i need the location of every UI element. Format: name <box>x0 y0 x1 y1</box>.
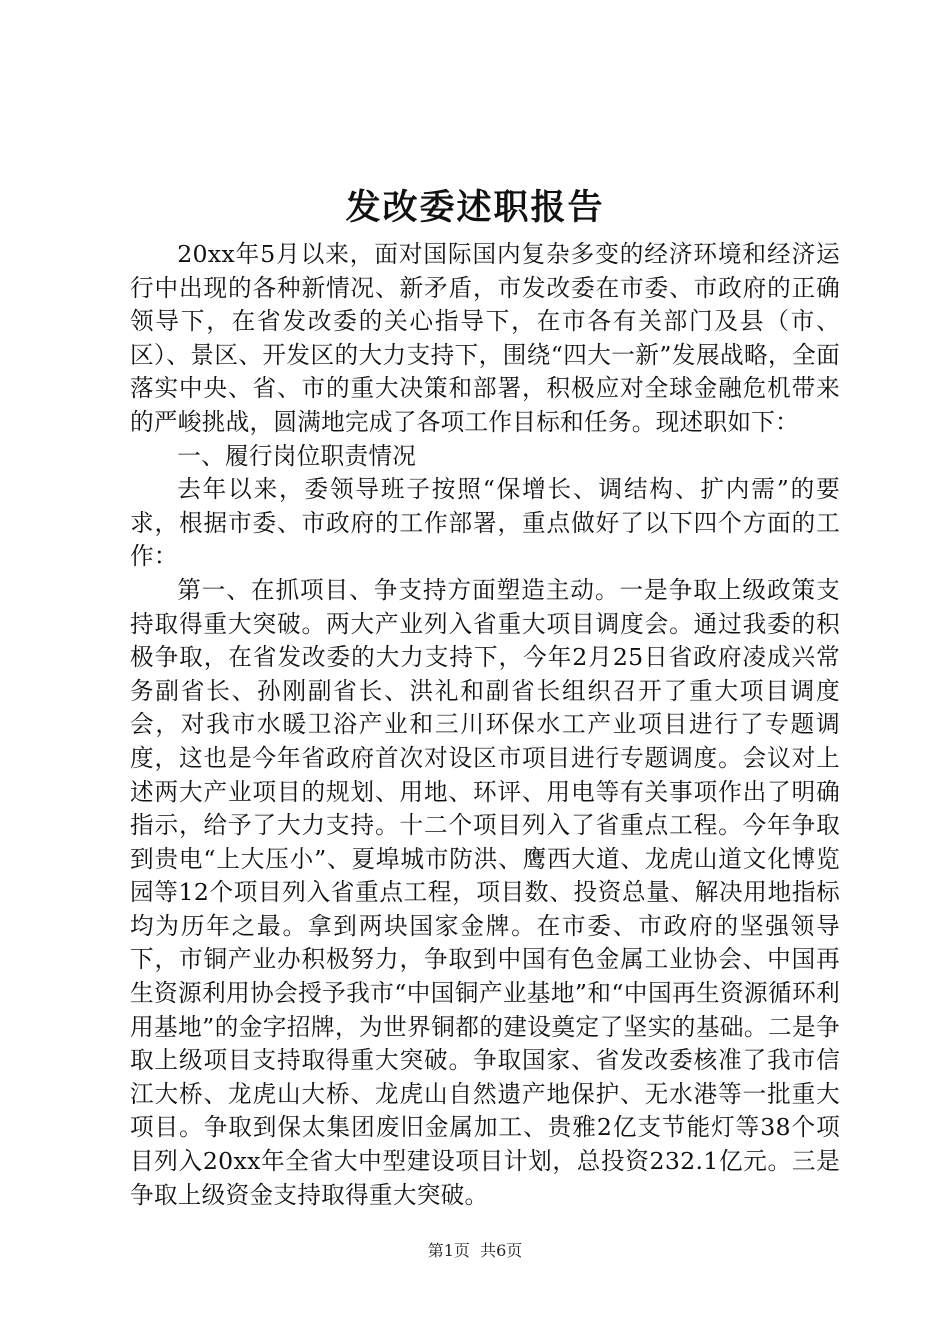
paragraph-overview: 去年以来，委领导班子按照“保增长、调结构、扩内需”的要求，根据市委、市政府的工作部署，重点做好了以下四个方面的工作： <box>130 475 840 571</box>
document-body <box>130 238 840 1212</box>
page-number: 第1页 <box>427 1241 470 1260</box>
paragraph-first-item: 第一、在抓项目、争支持方面塑造主动。一是争取上级政策支持取得重大突破。两大产业列入省重大项目调度会。通过我委的积极争取，在省发改委的大力支持下，今年2月25日省政府凌成兴常务副省长、孙刚副省长、洪礼和副省长组织召开了重大项目调度会，对我市水暖卫浴产业和三川环保水工产业项目进行了专题调度，这也是今年省政府首次对设区市项目进行专题调度。会议对上述两大产业项目的规划、用地、环评、用电等有关事项作出了明确指示，给予了大力支持。十二个项目列入了省重点工程。今年争取到贵电“上大压小”、夏埠城市防洪、鹰西大道、龙虎山道文化博览园等12个项目列入省重点工程，项目数、投资总量、解决用地指标均为历年之最。拿到两块国家金牌。在市委、市政府的坚强领导下，市铜产业办积极努力，争取到中国有色金属工业协会、中国再生资源利用协会授予我市“中国铜产业基地”和“中国再生资源循环利用基地”的金字招牌，为世界铜都的建设奠定了坚实的基础。二是争取上级项目支持取得重大突破。争取国家、省发改委核准了我市信江大桥、龙虎山大桥、龙虎山自然遗产地保护、无水港等一批重大项目。争取到保太集团废旧金属加工、贵雅2亿支节能灯等38个项目列入20xx年全省大中型建设项目计划，总投资232.1亿元。三是争取上级资金支持取得重大突破。 <box>130 575 840 1209</box>
paragraph-intro: 20xx年5月以来，面对国际国内复杂多变的经济环境和经济运行中出现的各种新情况、新矛盾，市发改委在市委、市政府的正确领导下，在省发改委的关心指导下，在市各有关部门及县（市、区）、景区、开发区的大力支持下，围绕“四大一新”发展战略，全面落实中央、省、市的重大决策和部署，积极应对全球金融危机带来的严峻挑战，圆满地完成了各项工作目标和任务。现述职如下： <box>130 240 840 436</box>
section-heading: 一、履行岗位职责情况 <box>177 441 417 470</box>
document-title: 发改委述职报告 <box>345 187 605 228</box>
page-footer <box>0 1240 950 1262</box>
page-total: 共6页 <box>480 1241 523 1260</box>
